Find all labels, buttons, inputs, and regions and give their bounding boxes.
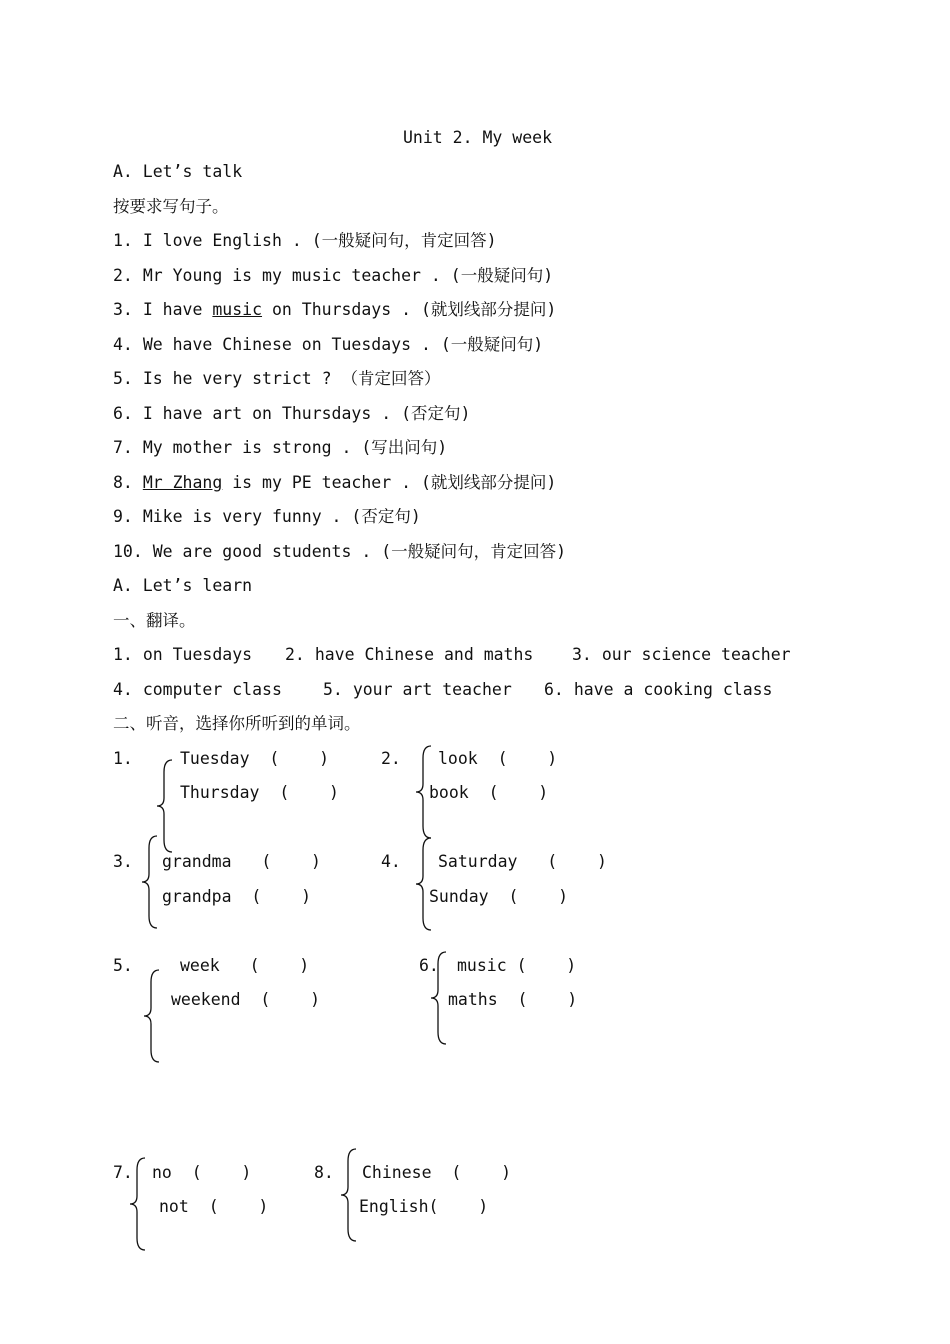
word-option: maths ( ) — [448, 990, 578, 1009]
word-option: weekend ( ) — [171, 990, 321, 1009]
group-number: 1. — [113, 749, 133, 768]
brace-icon — [127, 1156, 149, 1252]
phrase-item: 3. our science teacher — [572, 645, 791, 664]
phrase-item: 2. have Chinese and maths — [285, 645, 534, 664]
phrase-item: 6. have a cooking class — [544, 680, 773, 699]
group-number: 2. — [381, 749, 401, 768]
group-number: 7. — [113, 1163, 133, 1182]
phrase-item: 4. computer class — [113, 680, 282, 699]
question-item: 1. I love English . (一般疑问句，肯定回答) — [113, 231, 497, 250]
instruction: 按要求写句子。 — [113, 197, 229, 216]
underlined-word: Mr Zhang — [142, 473, 223, 492]
brace-icon — [141, 968, 163, 1064]
word-option: English( ) — [359, 1197, 489, 1216]
phrase-item: 5. your art teacher — [323, 680, 512, 699]
question-item: 7. My mother is strong . (写出问句) — [113, 438, 448, 457]
section-heading-learn: A. Let’s learn — [113, 576, 253, 595]
phrase-item: 1. on Tuesdays — [113, 645, 253, 664]
group-number: 3. — [113, 852, 133, 871]
question-item: 6. I have art on Thursdays . (否定句) — [113, 404, 471, 423]
word-option: no ( ) — [152, 1163, 252, 1182]
group-number: 5. — [113, 956, 133, 975]
word-option: Thursday ( ) — [180, 783, 339, 802]
brace-icon — [139, 834, 161, 930]
question-item: 2. Mr Young is my music teacher . (一般疑问句) — [113, 266, 554, 285]
word-option: grandpa ( ) — [162, 887, 312, 906]
part-title-listen: 二、听音，选择你所听到的单词。 — [113, 714, 361, 733]
group-number: 8. — [314, 1163, 334, 1182]
question-item: 8. Mr Zhang is my PE teacher . (就划线部分提问) — [113, 473, 557, 492]
section-heading-talk: A. Let’s talk — [113, 162, 243, 181]
part-title-translate: 一、翻译。 — [113, 611, 196, 630]
brace-icon — [428, 950, 450, 1046]
question-item: 4. We have Chinese on Tuesdays . (一般疑问句) — [113, 335, 544, 354]
word-option: Sunday ( ) — [429, 887, 569, 906]
page-title: Unit 2. My week — [403, 128, 553, 147]
question-item: 9. Mike is very funny . (否定句) — [113, 507, 421, 526]
word-option: week ( ) — [180, 956, 310, 975]
brace-icon — [338, 1147, 360, 1243]
word-option: not ( ) — [159, 1197, 269, 1216]
word-option: Chinese ( ) — [362, 1163, 512, 1182]
question-item: 10. We are good students . (一般疑问句，肯定回答) — [113, 542, 567, 561]
brace-icon — [413, 836, 435, 932]
question-item: 3. I have music on Thursdays . (就划线部分提问) — [113, 300, 557, 319]
question-item: 5. Is he very strict ? （肯定回答） — [113, 369, 441, 388]
group-number: 4. — [381, 852, 401, 871]
word-option: book ( ) — [429, 783, 549, 802]
word-option: Saturday ( ) — [438, 852, 607, 871]
word-option: look ( ) — [438, 749, 558, 768]
underlined-word: music — [212, 300, 263, 319]
group-number: 6. — [419, 956, 439, 975]
word-option: music ( ) — [457, 956, 577, 975]
word-option: Tuesday ( ) — [180, 749, 330, 768]
word-option: grandma ( ) — [162, 852, 321, 871]
